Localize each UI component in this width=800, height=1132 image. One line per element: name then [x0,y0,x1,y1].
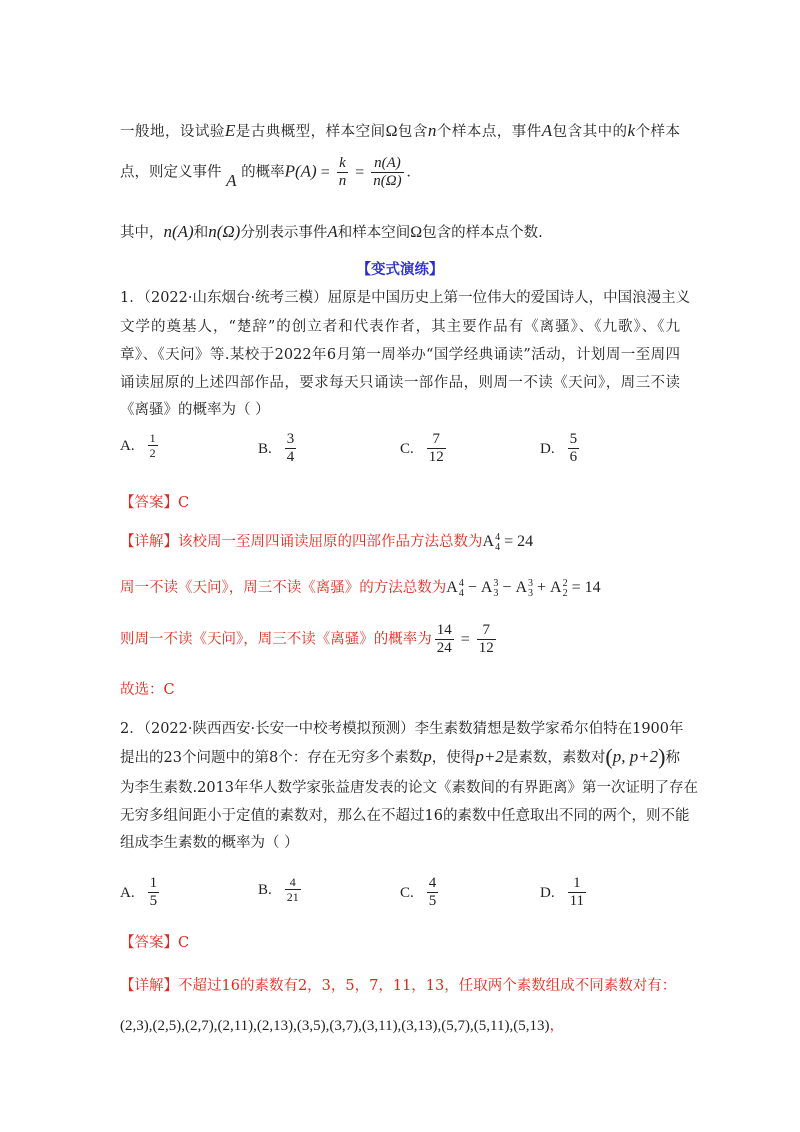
option-d [540,431,582,466]
intro-text: 和 [193,225,209,241]
option-b [258,875,304,904]
count-nOmega: n(Ω) [208,222,241,241]
option-fraction [568,875,586,910]
numerator: 1 [149,431,156,445]
denominator: n(Ω) [373,173,402,189]
intro-text: 是古典概型，样本空间 [235,124,386,140]
problem-text: 称 [665,750,681,766]
expression-p-plus-2: p+2 [475,747,504,766]
option-a [120,431,161,460]
variable-p: p [423,747,432,766]
problem-text: ，使得 [431,750,476,766]
explain-text: 周一不读《天问》，周三不读《离骚》的方法总数为 [120,580,447,596]
intro-text: 个样本 [635,124,681,140]
denominator: 5 [149,893,158,909]
explain-line-2 [120,578,601,599]
explain-line-1 [120,532,533,553]
operator: + [537,579,547,596]
superscript: 4 [495,532,501,543]
problem-text: 提出的23个问题中的第8个：存在无穷多个素数 [120,750,424,766]
denominator: 11 [569,893,585,909]
equals-sign: = [320,163,330,181]
explain-text: 则周一不读《天问》，周三不读《离骚》的概率为 [120,631,432,648]
superscript: 3 [528,578,533,589]
denominator: 24 [436,640,452,656]
option-label: C. [400,884,414,901]
denominator: 12 [478,640,494,656]
index-stack [493,579,498,599]
problem-1-line: 文学的奠基人，“楚辞”的创立者和代表作者，其主要作品有《离骚》、《九歌》、《九 [120,319,680,335]
option-fraction [285,875,301,904]
explain-label: 【详解】 [120,534,178,550]
intro-text: 包含其中的 [552,124,628,140]
probability-lhs: P(A) [284,161,317,181]
intro-text: 分别表示事件 [240,225,328,241]
omega-symbol: Ω [410,224,423,241]
problem-2-line: 为李生素数.2013年华人数学家张益唐发表的论文《素数间的有界距离》第一次证明了存在 [120,780,699,796]
permutation-symbol: A [550,579,562,596]
count-nA: n(A) [163,222,194,241]
index-stack [528,579,533,599]
explain-line-2 [120,1016,564,1036]
intro-line-3 [120,222,543,243]
numerator: 1 [573,875,581,891]
answer-label: 【答案】 [120,935,178,951]
subscript: 4 [495,542,501,553]
intro-line-2 [120,155,411,190]
index-stack [563,579,568,599]
problem-text: 是素数，素数对 [503,750,606,766]
option-label: B. [258,440,272,457]
left-paren: ( [605,744,613,769]
trailing-comma: ， [549,1018,564,1034]
fraction [435,622,454,657]
period: . [406,163,411,181]
denominator: n [338,173,347,189]
answer-value: C [178,935,190,951]
numerator: 1 [149,875,158,891]
explain-text: 该校周一至周四诵读屈原的四部作品方法总数为 [178,534,483,550]
problem-1-line: 1．（2022·山东烟台·统考三模）屈原是中国历史上第一位伟大的爱国诗人，中国浪漫主义 [120,290,691,306]
denominator: 12 [428,449,444,465]
intro-text: 点，则定义事件 [120,164,222,181]
numerator: n(A) [374,155,401,171]
variable-A: A [327,222,338,241]
numerator: 7 [482,622,491,638]
conclusion: 故选：C [120,682,175,698]
numerator: 3 [286,431,295,447]
option-fraction [285,431,297,466]
option-d [540,875,589,910]
answer-line [120,493,189,513]
intro-text: 其中， [120,225,164,241]
problem-1-line: 诵读屈原的上述四部作品，要求每天只诵读一部作品，则周一不读《天问》，周三不读 [120,375,680,391]
option-label: A. [120,884,135,901]
omega-symbol: Ω [385,123,398,140]
permutation-symbol: A [446,579,458,596]
option-label: D. [540,884,555,901]
subscript: 3 [528,588,533,599]
intro-line-1 [120,121,680,142]
right-paren: ) [658,744,666,769]
variable-k: k [627,121,636,140]
option-fraction [427,875,439,910]
fraction-nA-over-nOmega [371,155,403,190]
equals-sign: = [460,630,470,648]
operator: − [467,579,477,596]
permutation-expression [482,532,534,553]
denominator: 5 [428,893,437,909]
numerator: 4 [289,875,296,889]
problem-2-line: 2．（2022·陕西西安·长安一中校考模拟预测）李生素数猜想是数学家希尔伯特在1900年 [120,721,684,737]
explain-line-3 [120,622,499,657]
variable-A: A [541,121,553,140]
permutation-symbol: A [515,579,527,596]
answer-value: C [178,495,190,511]
index-stack [495,533,500,553]
problem-2-line [120,744,681,769]
numerator: 14 [436,622,452,638]
permutation-expression [446,578,601,599]
equals-sign: = [571,579,581,596]
superscript: 3 [493,578,499,589]
denominator: 4 [286,449,295,465]
answer-label: 【答案】 [120,495,178,511]
permutation-symbol: A [482,533,495,550]
numerator: 5 [569,431,578,447]
intro-text: 包含 [397,124,428,140]
subscript: 3 [493,588,499,599]
option-label: C. [400,440,414,457]
probability-expression [432,622,499,656]
denominator: 6 [569,449,578,465]
explain-line-1 [120,976,676,996]
problem-1-line: 章》、《天问》等.某校于2022年6月第一周举办“国学经典诵读”活动，计划周一至周四 [120,347,680,363]
operator: − [502,579,512,596]
intro-text: 一般地，设试验 [120,124,225,140]
variable-E: E [224,121,236,140]
fraction-k-over-n [337,155,349,190]
section-title: 【变式演练】 [356,261,444,278]
option-label: A. [120,437,135,454]
option-a [120,875,162,910]
subscript: 2 [562,588,568,599]
superscript: 2 [562,578,568,589]
fraction [477,622,496,657]
index-stack [459,579,464,599]
result-value: 14 [584,579,601,596]
option-fraction [427,431,446,466]
option-b [258,431,299,466]
answer-line [120,933,189,953]
intro-text: 和样本空间 [337,225,411,241]
numerator: 4 [428,875,437,891]
option-fraction [148,431,158,460]
explain-text: 不超过16的素数有2，3，5，7，11，13，任取两个素数组成不同素数对有： [178,978,677,994]
numerator: 7 [432,431,441,447]
option-fraction [568,431,580,466]
permutation-symbol: A [480,579,493,596]
intro-text: 包含的样本点个数. [422,225,543,241]
superscript: 4 [458,578,464,589]
option-c [400,431,449,466]
option-label: B. [258,881,272,898]
option-c [400,875,441,910]
prime-pair: p, p+2 [612,747,659,766]
denominator: 2 [149,446,156,460]
option-fraction [148,875,160,910]
denominator: 21 [286,890,299,904]
equals-sign: = [355,163,365,181]
variable-A: A [226,170,237,190]
problem-2-line: 无穷多组间距小于定值的素数对，那么在不超过16的素数中任意取出不同的两个，则不能 [120,808,690,824]
prime-pairs-list: (2,3),(2,5),(2,7),(2,11),(2,13),(3,5),(3,7),(3,11),(3,13),(5,7),(5,11),(5,13) [120,1018,550,1034]
equals-sign: = [504,533,514,550]
problem-1-line: 《离骚》的概率为（ ） [120,402,270,418]
variable-n: n [427,121,437,140]
numerator: k [339,155,346,171]
result-value: 24 [517,533,534,550]
subscript: 4 [458,588,464,599]
problem-2-line: 组成李生素数的概率为（ ） [120,835,299,851]
intro-text: 的概率 [241,164,285,181]
option-label: D. [540,440,555,457]
explain-label: 【详解】 [120,978,178,994]
intro-text: 个样本点，事件 [436,124,542,140]
